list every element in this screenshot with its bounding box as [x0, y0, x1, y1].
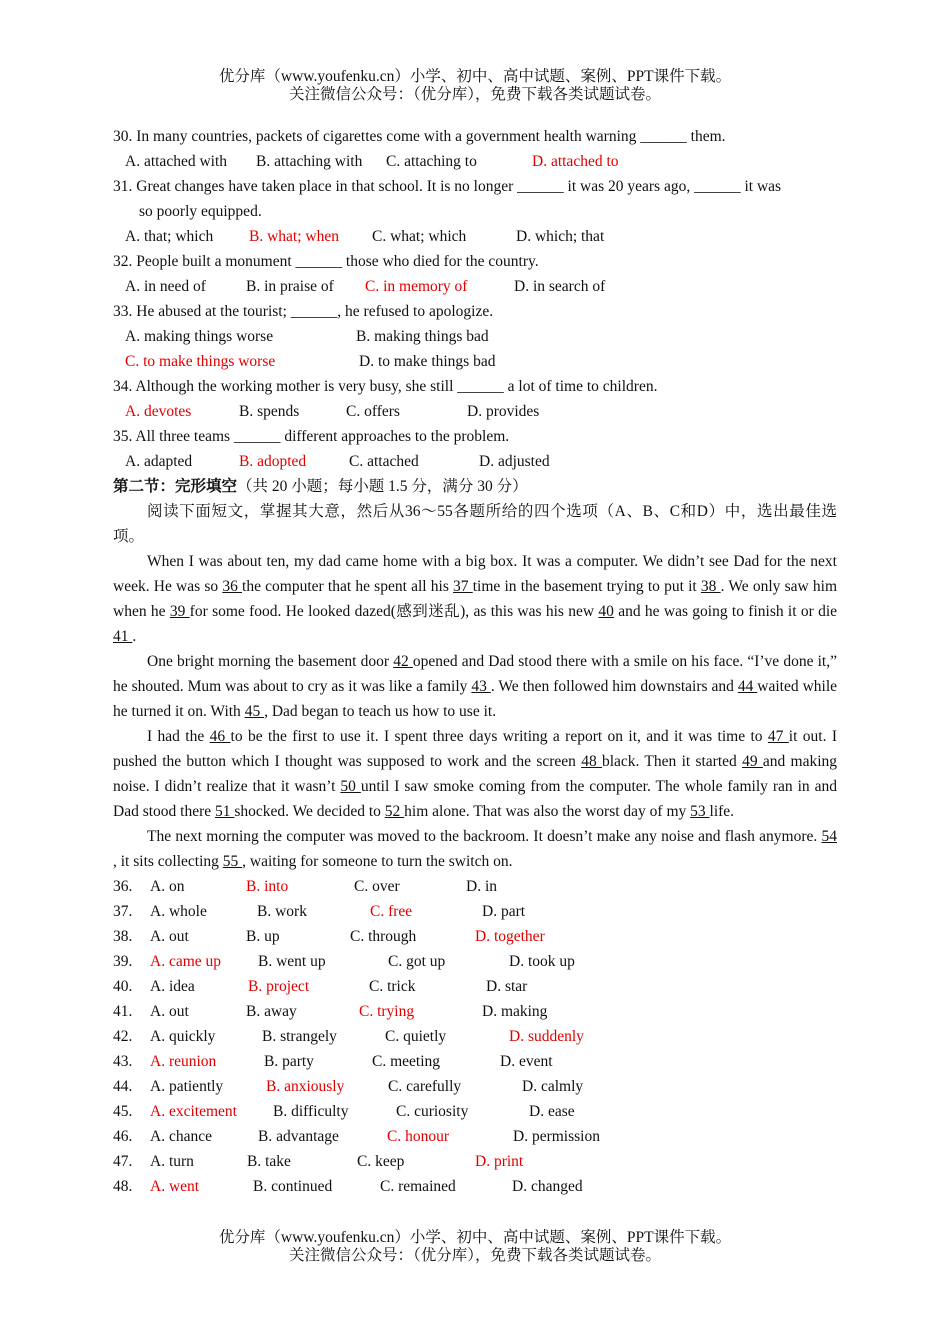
option-d: D. star — [486, 978, 528, 995]
option-b: B. work — [257, 903, 307, 920]
blank-number: 49 — [742, 753, 763, 770]
passage-paragraph-4 — [113, 824, 837, 874]
option-a: A. in need of — [125, 278, 206, 295]
question-number: 42. — [113, 1028, 133, 1045]
option-b: B. in praise of — [246, 278, 334, 295]
option-b: B. away — [246, 1003, 297, 1020]
blank-number: 54 — [821, 828, 837, 845]
blank-number: 39 — [169, 603, 190, 620]
passage-text: waited while he turned it on. With — [113, 678, 838, 720]
section-2-instructions: 阅读下面短文，掌握其大意，然后从36～55各题所给的四个选项（A、B、C和D）中，选出最佳选项。 — [113, 503, 837, 545]
blank-number: 55 — [222, 853, 243, 870]
cloze-question-row — [113, 1099, 837, 1124]
cloze-options-list — [113, 874, 837, 1199]
page-header — [0, 68, 950, 104]
option-a: A. patiently — [150, 1078, 224, 1095]
option-d: D. calmly — [522, 1078, 584, 1095]
option-d: D. in search of — [514, 278, 606, 295]
question-33-stem: 33. He abused at the tourist; ______, he refused to apologize. — [113, 303, 494, 320]
page-footer — [0, 1229, 950, 1265]
option-a: A. making things worse — [125, 328, 274, 345]
passage-text: until I saw smoke coming from the computer. The whole family ran in and Dad stood there — [113, 778, 837, 820]
option-d: D. adjusted — [479, 453, 550, 470]
option-d: D. permission — [513, 1128, 600, 1145]
blank-number: 48 — [581, 753, 602, 770]
cloze-question-row — [113, 924, 837, 949]
option-b: B. went up — [258, 953, 326, 970]
option-c: C. trick — [369, 978, 416, 995]
option-c: C. what; which — [372, 228, 467, 245]
option-b-answer: B. project — [248, 978, 310, 995]
passage-text: to be the first to use it. I spent three days writing a report on it, and it was time to — [230, 728, 768, 745]
question-32-stem: 32. People built a monument ______ those who died for the country. — [113, 253, 539, 270]
option-a: A. on — [150, 878, 185, 895]
passage-text: it out. I pushed the button which I thought was supposed to work and the screen — [113, 728, 838, 770]
question-34-options — [113, 399, 837, 424]
question-number: 41. — [113, 1003, 133, 1020]
option-a: A. idea — [150, 978, 195, 995]
option-c: C. got up — [388, 953, 446, 970]
blank-number: 40 — [598, 603, 614, 620]
passage-text: and making noise. I didn’t realize that it wasn’t — [113, 753, 838, 795]
option-b: B. continued — [253, 1178, 333, 1195]
passage-paragraph-3 — [113, 724, 837, 824]
option-b: B. strangely — [262, 1028, 337, 1045]
cloze-question-row — [113, 1149, 837, 1174]
blank-number: 44 — [737, 678, 758, 695]
option-b-answer: B. anxiously — [266, 1078, 345, 1095]
option-c: C. offers — [346, 403, 400, 420]
option-a: A. turn — [150, 1153, 194, 1170]
option-c: C. quietly — [385, 1028, 447, 1045]
option-c: C. curiosity — [396, 1103, 469, 1120]
passage-text: . — [132, 628, 137, 645]
cloze-question-row — [113, 1174, 837, 1199]
cloze-question-row — [113, 1049, 837, 1074]
option-d: D. which; that — [516, 228, 605, 245]
cloze-question-row — [113, 874, 837, 899]
option-b-answer: B. into — [246, 878, 289, 895]
question-35-options — [113, 449, 837, 474]
cloze-question-row — [113, 1124, 837, 1149]
cloze-question-row — [113, 999, 837, 1024]
cloze-question-row — [113, 899, 837, 924]
question-35-stem: 35. All three teams ______ different approaches to the problem. — [113, 428, 510, 445]
option-b: B. spends — [239, 403, 300, 420]
option-d: D. event — [500, 1053, 553, 1070]
header-line-1: 优分库（www.youfenku.cn）小学、初中、高中试题、案例、PPT课件下载。 — [218, 68, 732, 85]
option-c-answer: C. free — [370, 903, 413, 920]
blank-number: 45 — [244, 703, 265, 720]
blank-number: 43 — [471, 678, 491, 695]
question-number: 44. — [113, 1078, 133, 1095]
section-2-title: 第二节：完形填空 — [113, 478, 238, 495]
footer-line-2: 关注微信公众号：（优分库），免费下载各类试题试卷。 — [288, 1247, 661, 1264]
option-a: A. out — [150, 1003, 189, 1020]
question-34-stem: 34. Although the working mother is very busy, she still ______ a lot of time to children. — [113, 378, 658, 395]
option-c: C. remained — [380, 1178, 456, 1195]
option-c: C. attaching to — [386, 153, 477, 170]
cloze-question-row — [113, 1024, 837, 1049]
cloze-question-row — [113, 1074, 837, 1099]
option-a-answer: A. went — [150, 1178, 200, 1195]
question-number: 48. — [113, 1178, 133, 1195]
option-d-answer: D. print — [475, 1153, 524, 1170]
blank-number: 53 — [690, 803, 710, 820]
question-number: 43. — [113, 1053, 133, 1070]
blank-number: 36 — [222, 578, 243, 595]
option-b: B. difficulty — [273, 1103, 349, 1120]
passage-text: , it sits collecting — [113, 853, 223, 870]
question-number: 46. — [113, 1128, 133, 1145]
question-30-options — [113, 149, 837, 174]
passage-paragraph-2 — [113, 649, 837, 724]
option-b: B. party — [264, 1053, 314, 1070]
passage-text: , Dad began to teach us how to use it. — [264, 703, 497, 720]
question-number: 39. — [113, 953, 133, 970]
passage-text: When I was about ten, my dad came home with a big box. It was a computer. We didn’t see Dad for the next week. He was so — [113, 553, 837, 595]
question-31-options — [113, 224, 837, 249]
option-a-answer: A. reunion — [150, 1053, 217, 1070]
option-d-answer: D. attached to — [532, 153, 619, 170]
option-c: C. carefully — [388, 1078, 462, 1095]
option-c: C. attached — [349, 453, 419, 470]
option-b-answer: B. what; when — [249, 228, 339, 245]
option-d: D. provides — [467, 403, 540, 420]
blank-number: 37 — [453, 578, 473, 595]
question-number: 38. — [113, 928, 133, 945]
option-c-answer: C. to make things worse — [125, 353, 276, 370]
blank-number: 51 — [215, 803, 235, 820]
blank-number: 52 — [384, 803, 405, 820]
option-a: A. that; which — [125, 228, 214, 245]
option-a-answer: A. devotes — [125, 403, 192, 420]
option-d: D. changed — [512, 1178, 583, 1195]
option-d-answer: D. suddenly — [509, 1028, 584, 1045]
option-b: B. advantage — [258, 1128, 339, 1145]
passage-text: I had the — [147, 728, 210, 745]
blank-number: 42 — [393, 653, 413, 670]
question-number: 36. — [113, 878, 133, 895]
question-number: 45. — [113, 1103, 133, 1120]
passage-paragraph-1 — [113, 549, 837, 649]
option-d: D. making — [482, 1003, 548, 1020]
passage-text: One bright morning the basement door — [147, 653, 394, 670]
option-b: B. making things bad — [356, 328, 489, 345]
option-d: D. in — [466, 878, 497, 895]
section-2-heading — [113, 474, 837, 499]
option-a: A. out — [150, 928, 189, 945]
option-c: C. keep — [357, 1153, 405, 1170]
blank-number: 47 — [767, 728, 789, 745]
question-30-stem: 30. In many countries, packets of cigarettes come with a government health warning ______ them. — [113, 128, 726, 145]
passage-text: for some food. He looked dazed(感到迷乱), as this was his new — [189, 603, 599, 620]
option-b-answer: B. adopted — [239, 453, 307, 470]
blank-number: 46 — [209, 728, 231, 745]
passage-text: black. Then it started — [601, 753, 743, 770]
option-d: D. to make things bad — [359, 353, 496, 370]
option-c-answer: C. in memory of — [365, 278, 468, 295]
question-number: 47. — [113, 1153, 133, 1170]
option-d: D. part — [482, 903, 526, 920]
passage-text: and he was going to finish it or die — [613, 603, 838, 620]
passage-text: shocked. We decided to — [234, 803, 385, 820]
option-b: B. attaching with — [256, 153, 363, 170]
blank-number: 50 — [340, 778, 361, 795]
option-c: C. meeting — [372, 1053, 441, 1070]
passage-text: time in the basement trying to put it — [472, 578, 701, 595]
passage-text: opened and Dad stood there with a smile on his face. “I’ve done it,” he shouted. Mum was about to cry as it was like a family — [113, 653, 837, 695]
question-33-options-row1 — [113, 324, 837, 349]
passage-text: life. — [709, 803, 735, 820]
blank-number: 41 — [113, 628, 133, 645]
passage-text: . We only saw him when he — [113, 578, 838, 620]
option-a: A. adapted — [125, 453, 193, 470]
cloze-question-row — [113, 974, 837, 999]
option-a: A. attached with — [125, 153, 228, 170]
option-c-answer: C. trying — [359, 1003, 415, 1020]
question-31-stem: 31. Great changes have taken place in that school. It is no longer ______ it was 20 years ago, ______ it was — [113, 178, 782, 195]
section-2-note: （共 20 小题；每小题 1.5 分，满分 30 分） — [237, 478, 528, 495]
option-d: D. took up — [509, 953, 575, 970]
option-c: C. over — [354, 878, 400, 895]
cloze-question-row — [113, 949, 837, 974]
option-a: A. chance — [150, 1128, 212, 1145]
passage-text: The next morning the computer was moved to the backroom. It doesn’t make any noise and flash anymore. — [147, 828, 822, 845]
question-32-options — [113, 274, 837, 299]
option-a: A. whole — [150, 903, 207, 920]
option-b: B. up — [246, 928, 280, 945]
passage-text: the computer that he spent all his — [242, 578, 454, 595]
header-line-2: 关注微信公众号：（优分库），免费下载各类试题试卷。 — [288, 86, 661, 103]
question-31-stem-cont: so poorly equipped. — [139, 203, 262, 220]
question-number: 40. — [113, 978, 133, 995]
option-a-answer: A. came up — [150, 953, 222, 970]
passage-text: . We then followed him downstairs and — [490, 678, 738, 695]
passage-text: , waiting for someone to turn the switch on. — [242, 853, 513, 870]
question-number: 37. — [113, 903, 133, 920]
blank-number: 38 — [700, 578, 721, 595]
footer-line-1: 优分库（www.youfenku.cn）小学、初中、高中试题、案例、PPT课件下载。 — [218, 1229, 732, 1246]
question-33-options-row2 — [113, 349, 837, 374]
option-a: A. quickly — [150, 1028, 216, 1045]
option-c: C. through — [350, 928, 417, 945]
document-body — [113, 124, 837, 1199]
option-d-answer: D. together — [475, 928, 545, 945]
option-d: D. ease — [529, 1103, 575, 1120]
option-b: B. take — [247, 1153, 291, 1170]
passage-text: him alone. That was also the worst day of my — [404, 803, 691, 820]
option-a-answer: A. excitement — [150, 1103, 237, 1120]
option-c-answer: C. honour — [387, 1128, 449, 1145]
